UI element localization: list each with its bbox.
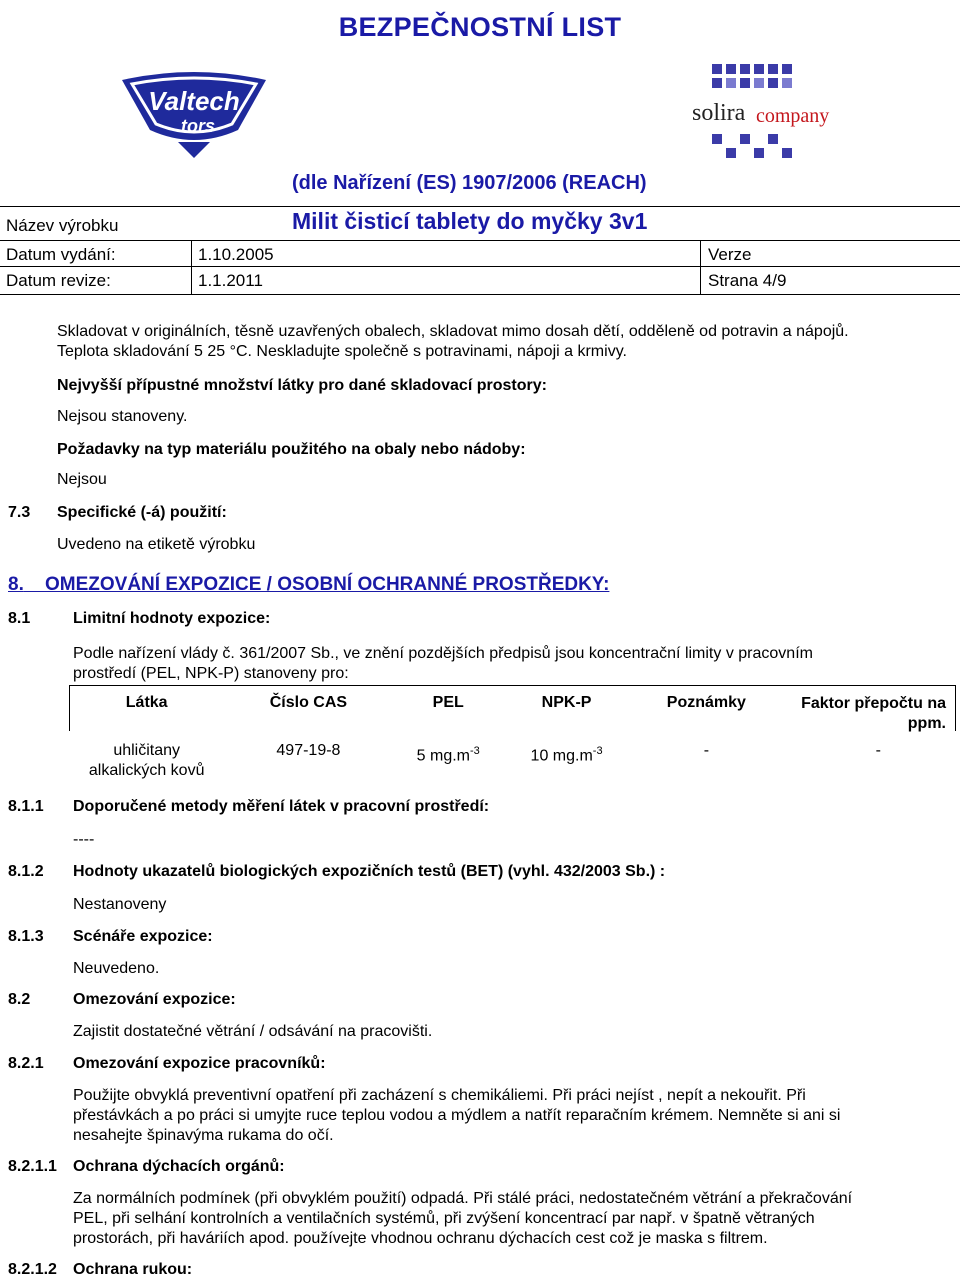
bet-value: Nestanoveny [73,896,167,913]
exposure-control-value: Zajistit dostatečné větrání / odsávání na pracovišti. [73,1023,433,1040]
product-name: Milit čisticí tablety do myčky 3v1 [292,208,648,234]
section-number: 8.1.1 [8,798,44,815]
section-number: 8.2 [8,991,31,1008]
version-label: Verze [708,245,752,264]
revision-date-label: Datum revize: [6,271,111,290]
table-header: Faktor přepočtu na ppm. [783,686,956,736]
section-title: OMEZOVÁNÍ EXPOZICE / OSOBNÍ OCHRANNÉ PROSTŘEDKY: [44,574,610,595]
max-amount-heading: Nejvyšší přípustné množství látky pro dané skladovací prostory: [57,377,547,394]
header-divider [0,206,960,207]
header-divider [191,240,192,294]
section-8-title [8,574,609,596]
revision-date: 1.1.2011 [198,271,263,290]
material-value: Nejsou [57,471,107,488]
npk-exponent: -3 [592,745,603,757]
limits-table [69,685,956,782]
exposure-scenarios-value: Neuvedeno. [73,960,160,977]
measurement-methods-value: ---- [73,831,95,848]
bet-heading: Hodnoty ukazatelů biologických expozičních testů (BET) (vyhl. 432/2003 Sb.) : [73,863,666,880]
svg-text:tors: tors [180,116,216,136]
worker-exposure-text: Použijte obvyklá preventivní opatření při zacházení s chemikáliemi. Při práci nejíst , nepít a nekouřit. Při [73,1087,806,1104]
document-title: BEZPEČNOSTNÍ LIST [338,12,622,42]
table-header: Poznámky [629,686,783,736]
exposure-limits-heading: Limitní hodnoty expozice: [73,610,271,627]
table-header: Číslo CAS [224,686,392,736]
section-number: 8.2.1.2 [8,1261,57,1278]
exposure-control-heading: Omezování expozice: [73,991,236,1008]
substance-cell [69,735,224,782]
worker-exposure-text: přestávkách a po práci si umyjte ruce teplou vodou a mýdlem a natřít reparačním krémem. Nemněte si ani si [73,1107,841,1124]
section-number: 8.1.3 [8,928,44,945]
section-number: 8. [8,574,24,595]
header-divider [0,240,960,241]
header-divider [0,294,960,295]
header-divider [700,240,701,294]
pel-cell [393,735,504,782]
substance-name: uhličitany [113,742,181,759]
specific-use-heading: Specifické (-á) použití: [57,504,227,521]
issue-date-label: Datum vydání: [6,245,116,264]
page-number: Strana 4/9 [708,271,787,290]
exposure-limits-text: prostředí (PEL, NPK-P) stanoveny pro: [73,665,349,682]
section-number: 7.3 [8,504,31,521]
issue-date: 1.10.2005 [198,245,274,264]
measurement-methods-heading: Doporučené metody měření látek v pracovní prostředí: [73,798,490,815]
max-amount-value: Nejsou stanoveny. [57,408,188,425]
worker-exposure-text: nesahejte špinavýma rukama do očí. [73,1127,334,1144]
pel-exponent: -3 [469,745,480,757]
table-header: NPK-P [504,686,629,736]
section-number: 8.2.1.1 [8,1158,57,1175]
valtech-logo [118,70,270,160]
header-divider [0,266,960,267]
exposure-scenarios-heading: Scénáře expozice: [73,928,213,945]
npk-value: 10 mg.m [530,747,593,765]
hand-protection-heading: Ochrana rukou: [73,1261,193,1278]
specific-use-value: Uvedeno na etiketě výrobku [57,536,256,553]
respiratory-protection-text: PEL, při selhání kontrolních a ventilačních systémů, při zvýšení koncentrací par např. v špatně větraných [73,1210,815,1227]
table-row [69,735,956,782]
notes-cell: - [703,742,710,759]
worker-exposure-heading: Omezování expozice pracovníků: [73,1055,326,1072]
svg-text:solira: solira [692,100,746,126]
factor-cell: - [875,742,881,759]
table-header: PEL [393,686,504,736]
regulation-reference: (dle Nařízení (ES) 1907/2006 (REACH) [292,172,647,194]
respiratory-protection-text: prostorách, při haváriích apod. používejte vhodnou ochranu dýchacích cest což je maska s filtrem. [73,1230,768,1247]
section-number: 8.2.1 [8,1055,44,1072]
respiratory-protection-text: Za normálních podmínek (při obvyklém použití) odpadá. Při stálé práci, nedostatečném větrání a překračování [73,1190,853,1207]
substance-name: alkalických kovů [88,762,205,779]
storage-text: Skladovat v originálních, těsně uzavřených obalech, skladovat mimo dosah dětí, odděleně od potravin a nápojů. [57,323,849,340]
product-label: Název výrobku [6,216,119,235]
storage-text: Teplota skladování 5 25 °C. Neskladujte společně s potravinami, nápoji a krmivy. [57,343,627,360]
exposure-limits-text: Podle nařízení vlády č. 361/2007 Sb., ve znění pozdějších předpisů jsou koncentrační limity v pracovním [73,645,813,662]
material-heading: Požadavky na typ materiálu použitého na obaly nebo nádoby: [57,441,526,458]
respiratory-protection-heading: Ochrana dýchacích orgánů: [73,1158,285,1175]
pel-value: 5 mg.m [416,747,470,765]
table-header: Látka [69,686,224,736]
npk-cell [504,735,629,782]
section-number: 8.1.2 [8,863,44,880]
svg-text:company: company [756,105,830,127]
table-header-row [69,686,956,736]
svg-text:Valtech: Valtech [148,86,240,116]
cas-cell: 497-19-8 [276,742,341,759]
section-number: 8.1 [8,610,31,627]
solira-company-logo [690,60,830,160]
